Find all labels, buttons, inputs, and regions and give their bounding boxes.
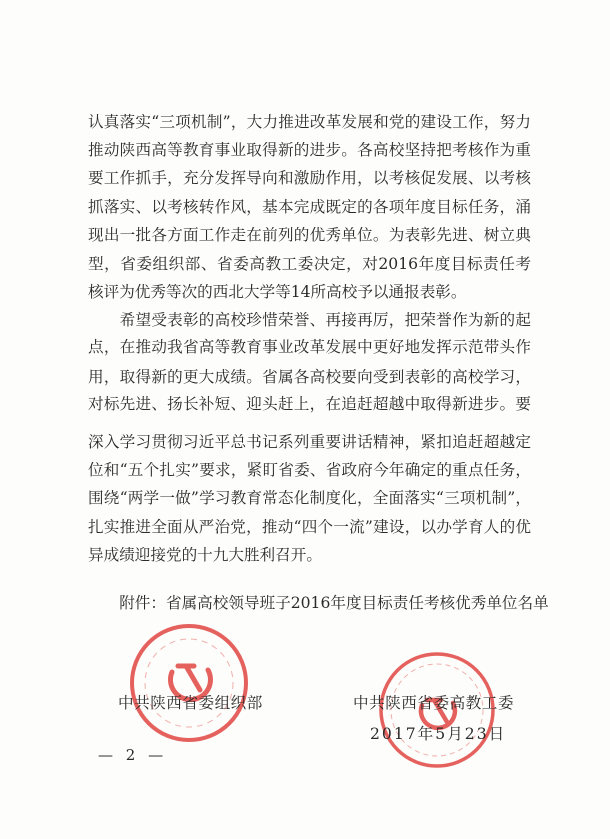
text-line: 对标先进、扬长补短、迎头赶上，在追赶超越中取得新进步。要 — [88, 395, 531, 413]
text-line: 推动陕西高等教育事业取得新的进步。各高校坚持把考核作为重 — [88, 141, 531, 159]
text-line: 抓落实、以考核转作风，基本完成既定的各项年度目标任务，涌 — [88, 198, 531, 216]
attachment-note: 附件：省属高校领导班子2016年度目标责任考核优秀单位名单 — [88, 594, 549, 612]
text-line: 异成绩迎接党的十九大胜利召开。 — [88, 546, 322, 564]
signatory-right: 中共陕西省委高教工委 — [353, 694, 514, 712]
text-line: 点，在推动我省高等教育事业改革发展中更好地发挥示范带头作 — [88, 338, 531, 356]
text-line: 深入学习贯彻习近平总书记系列重要讲话精神，紧扣追赶超越定 — [88, 433, 531, 451]
text-line: 要工作抓手，充分发挥导向和激励作用，以考核促发展、以考核 — [88, 169, 531, 187]
signatory-left: 中共陕西省委组织部 — [118, 694, 263, 712]
text-line: 位和“五个扎实”要求，紧盯省委、省政府今年确定的重点任务， — [88, 461, 531, 479]
text-line: 型，省委组织部、省委高教工委决定，对2016年度目标责任考 — [88, 255, 531, 273]
text-line: 围绕“两学一做”学习教育常态化制度化，全面落实“三项机制”， — [88, 489, 531, 507]
text-line: 希望受表彰的高校珍惜荣誉、再接再厉，把荣誉作为新的起 — [88, 311, 531, 329]
text-line: 现出一批各方面工作走在前列的优秀单位。为表彰先进、树立典 — [88, 226, 531, 244]
text-line: 扎实推进全面从严治党，推动“四个一流”建设，以办学育人的优 — [88, 518, 531, 536]
document-date: 2017年5月23日 — [370, 725, 507, 743]
text-line: 用，取得新的更大成绩。省属各高校要向受到表彰的高校学习， — [88, 368, 531, 386]
text-line: 核评为优秀等次的西北大学等14所高校予以通报表彰。 — [88, 283, 467, 301]
text-line: 认真落实“三项机制”，大力推进改革发展和党的建设工作，努力 — [88, 113, 531, 131]
stamp-organization-department — [128, 622, 250, 744]
page-number: — 2 — — [98, 746, 168, 764]
